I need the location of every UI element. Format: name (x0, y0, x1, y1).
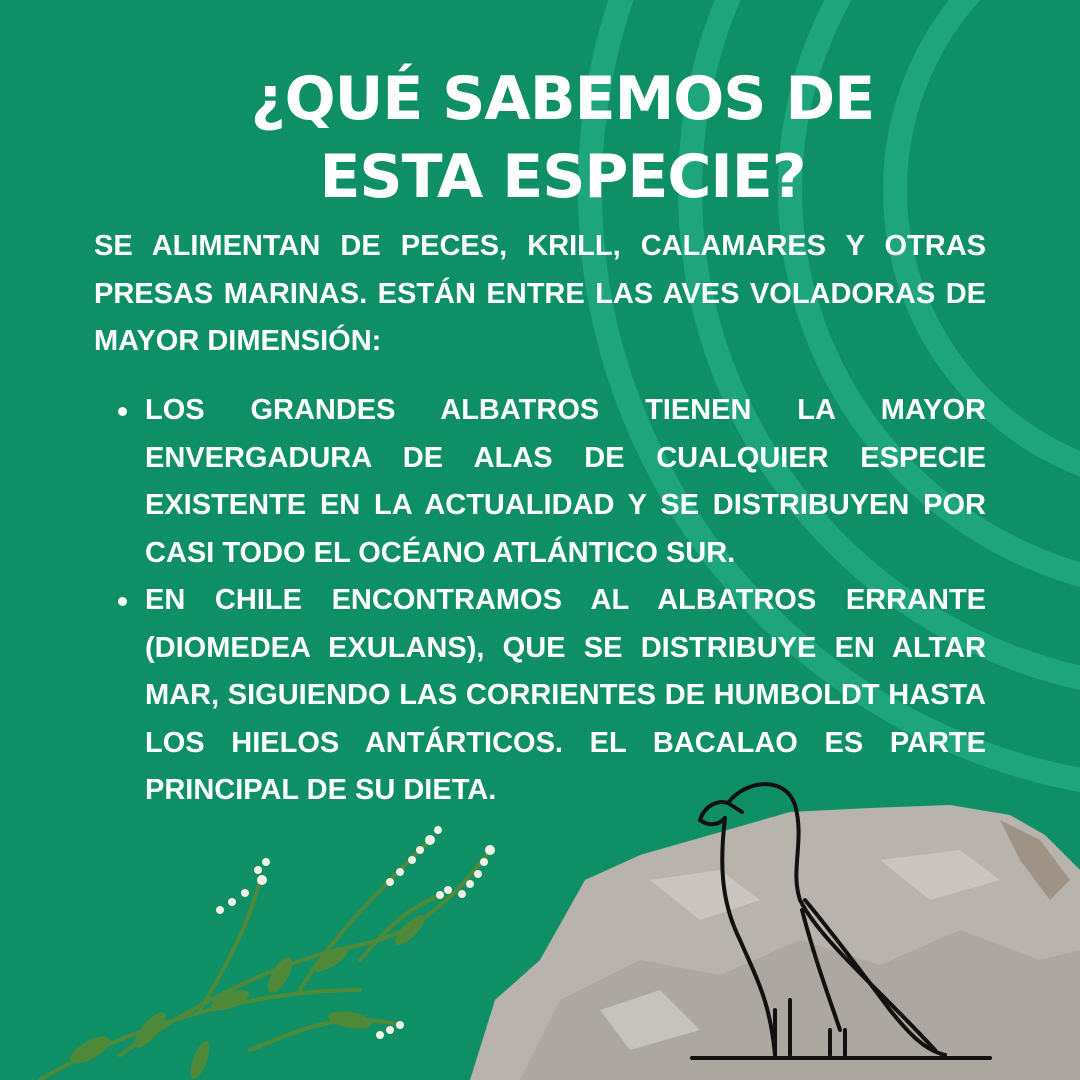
intro-paragraph: SE ALIMENTAN DE PECES, KRILL, CALAMARES Y OTRAS PRESAS MARINAS. ESTÁN ENTRE LAS AVES VOLADORAS DE MAYOR DIMENSIÓN: (94, 230, 986, 357)
bullet-item-great-albatross: LOS GRANDES ALBATROS TIENEN LA MAYOR ENVERGADURA DE ALAS DE CUALQUIER ESPECIE EXISTENTE EN LA ACTUALIDAD Y SE DISTRIBUYEN POR CASI TODO EL OCÉANO ATLÁNTICO SUR. (145, 387, 986, 577)
flowering-plant-image (40, 826, 495, 1080)
title-line-2: ESTA ESPECIE? (319, 142, 806, 212)
bullet-item-wandering-albatross: EN CHILE ENCONTRAMOS AL ALBATROS ERRANTE (DIOMEDEA EXULANS), QUE SE DISTRIBUYE EN ALTAR MAR, SIGUIENDO LAS CORRIENTES DE HUMBOLDT HASTA LOS HIELOS ANTÁRTICOS. EL BACALAO ES PARTE PRINCIPAL DE SU DIETA. (145, 577, 986, 815)
title-line-1: ¿QUÉ SABEMOS DE (250, 64, 875, 134)
